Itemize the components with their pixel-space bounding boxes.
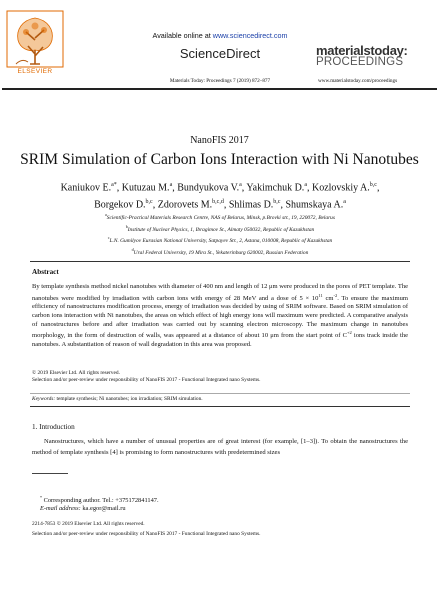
copyright-block bbox=[32, 370, 408, 385]
affiliation-list bbox=[30, 211, 410, 257]
author-affiliation-sup: b,c bbox=[369, 182, 377, 188]
author-line-1: Kaniukov E.$^{a*}$, Kutuzau M.$^a$, Bundyukova V.$^a$, Yakimchuk D.$^a$, Kozlovskiy A.$^{b,c}$, bbox=[60, 182, 380, 194]
abstract-text-part: . To ensure the maximum efficiency of nanostructures modification process, energy of irradiation was decided by using of SRIM software. Based on SRIM simulation of carbon ions interaction with Ni nanotubes, the areas on which effect of high energy ions will maximum were predicted. A comparative analysis of nanostructures before and after irradiation was carried out by scanning electron microscopy. The maximum change in nanotubes morphology, in the form of destruction of walls, was appeared at a distance of about 10 μm from the start point of C bbox=[32, 294, 408, 340]
affiliation-text: L.N. Gumilyov Eurasian National University, Satpayev Str., 2, Astana, 010008, Republic of Kazakhstan bbox=[109, 237, 333, 244]
affiliation-item bbox=[30, 211, 410, 223]
author-affiliation-sup: a bbox=[169, 182, 173, 188]
peer-review-line: Selection and/or peer-review under responsibility of NanoFIS 2017 - Functional Integrated nano Systems. bbox=[32, 377, 261, 384]
abstract-heading: Abstract bbox=[32, 268, 59, 276]
author-name: Yakimchuk D. bbox=[246, 182, 305, 194]
affiliation-item bbox=[30, 246, 410, 258]
author-list bbox=[18, 178, 422, 213]
affiliation-item bbox=[30, 223, 410, 235]
author-name: Kozlovskiy A. bbox=[311, 182, 370, 194]
availability-prefix: Available online at bbox=[152, 31, 213, 40]
email-footnote bbox=[40, 505, 126, 512]
email-label: E-mail address: bbox=[40, 505, 81, 512]
affiliation-sup: b bbox=[125, 223, 128, 229]
sciencedirect-link[interactable]: www.sciencedirect.com bbox=[212, 31, 288, 40]
author-name: Bundyukova V. bbox=[177, 182, 240, 194]
journal-logo-line2: PROCEEDINGS bbox=[316, 56, 404, 68]
elsevier-tree-logo-icon bbox=[6, 10, 64, 68]
affiliation-item bbox=[30, 234, 410, 246]
abstract-superscript: +2 bbox=[346, 330, 352, 336]
footnote-divider bbox=[32, 473, 68, 474]
affiliation-sup: c bbox=[107, 235, 110, 241]
author-affiliation-sup: a bbox=[343, 199, 346, 206]
keywords-divider-bottom bbox=[30, 406, 410, 407]
issn-line: 2214-7853 © 2019 Elsevier Ltd. All rights reserved. bbox=[32, 521, 145, 527]
abstract-text-part: ions track inside the nanotubes. A substantiation of reason of wall degradation in this area was proposed. bbox=[32, 332, 408, 348]
corresponding-author-text: Corresponding author. Tel.: +375172841147. bbox=[42, 497, 159, 505]
paper-title: SRIM Simulation of Carbon Ions Interaction with Ni Nanotubes bbox=[20, 151, 419, 168]
introduction-heading: 1. Introduction bbox=[32, 423, 75, 431]
author-affiliation-sup: a bbox=[304, 182, 307, 188]
keywords-divider-top bbox=[30, 393, 410, 394]
journal-citation: Materials Today: Proceedings 7 (2019) 872–877 bbox=[169, 78, 271, 84]
email-address[interactable]: ka.egor@mail.ru bbox=[80, 505, 126, 512]
sciencedirect-brand: ScienceDirect bbox=[179, 46, 261, 61]
affiliation-text: Scientific-Practical Materials Research Centre, NAS of Belarus, Minsk, p.Brovki str., 19, 220072, Belarus bbox=[106, 214, 335, 221]
author-affiliation-sup: a bbox=[239, 182, 242, 188]
footnote-marker: * bbox=[40, 495, 42, 500]
abstract-text-part: By template synthesis method nickel nanotubes with diameter of 400 nm and length of 12 μm were produced in the pores of PET template. The nanotubes were modified by irradiation with carbon ions with energy of 28 MeV and a dose of 5 × 10 bbox=[32, 283, 408, 302]
author-name: Shlimas D. bbox=[228, 199, 274, 211]
abstract-superscript: 11 bbox=[318, 292, 323, 298]
availability-line bbox=[100, 31, 340, 40]
conference-name: NanoFIS 2017 bbox=[190, 135, 249, 146]
affiliation-sup: a bbox=[105, 212, 107, 217]
introduction-body: Nanostructures, which have a number of unusual properties are of great interest (for example, [1–3]). To obtain the nanostructures the method of template synthesis [4] is promising to form nanostructures with predetermined sizes bbox=[32, 438, 408, 456]
abstract-body bbox=[32, 283, 408, 350]
keywords-list: template synthesis; Ni nanotubes; ion irradiation; SRIM simulation. bbox=[55, 396, 203, 402]
corresponding-author-footnote bbox=[40, 495, 159, 504]
affiliation-sup: d bbox=[131, 246, 134, 252]
abstract-superscript: -2 bbox=[333, 292, 338, 298]
affiliation-text: Institute of Nuclear Physics, 1, Ibragimov St., Almaty 050032, Republic of Kazakhstan bbox=[127, 226, 315, 233]
author-name: Zdorovets M. bbox=[157, 199, 213, 211]
copyright-line: © 2019 Elsevier Ltd. All rights reserved. bbox=[32, 370, 120, 376]
bottom-peer-review-note: Selection and/or peer-review under responsibility of NanoFIS 2017 - Functional Integrated nano Systems. bbox=[32, 531, 261, 537]
author-name: Borgekov D. bbox=[94, 199, 146, 211]
author-affiliation-sup: b,c,d bbox=[212, 199, 224, 206]
author-affiliation-sup: b,c bbox=[273, 199, 281, 206]
affiliation-text: Ural Federal University, 19 Mira St., Yekaterinburg 620002, Russian Federation bbox=[133, 249, 309, 256]
author-affiliation-sup: b,c bbox=[145, 199, 153, 206]
header-divider bbox=[2, 88, 437, 90]
abstract-text-part: cm bbox=[322, 294, 334, 302]
author-line-2: Borgekov D.$^{b,c}$, Zdorovets M.$^{b,c,d}$, Shlimas D.$^{b,c}$, Shumskaya A.$^a$ bbox=[94, 199, 346, 211]
author-name: Kaniukov E. bbox=[60, 182, 112, 194]
materials-today-logo bbox=[316, 44, 436, 69]
author-name: Shumskaya A. bbox=[285, 199, 344, 211]
keywords-line bbox=[32, 396, 408, 402]
publisher-wordmark: ELSEVIER bbox=[17, 68, 53, 75]
keywords-label: Keywords: bbox=[32, 396, 56, 402]
author-name: Kutuzau M. bbox=[121, 182, 170, 194]
author-affiliation-sup: a* bbox=[111, 182, 117, 188]
journal-logo-line1: materialstoday: bbox=[316, 43, 408, 58]
abstract-divider-top bbox=[30, 261, 410, 262]
journal-url[interactable]: www.materialstoday.com/proceedings bbox=[318, 78, 398, 84]
